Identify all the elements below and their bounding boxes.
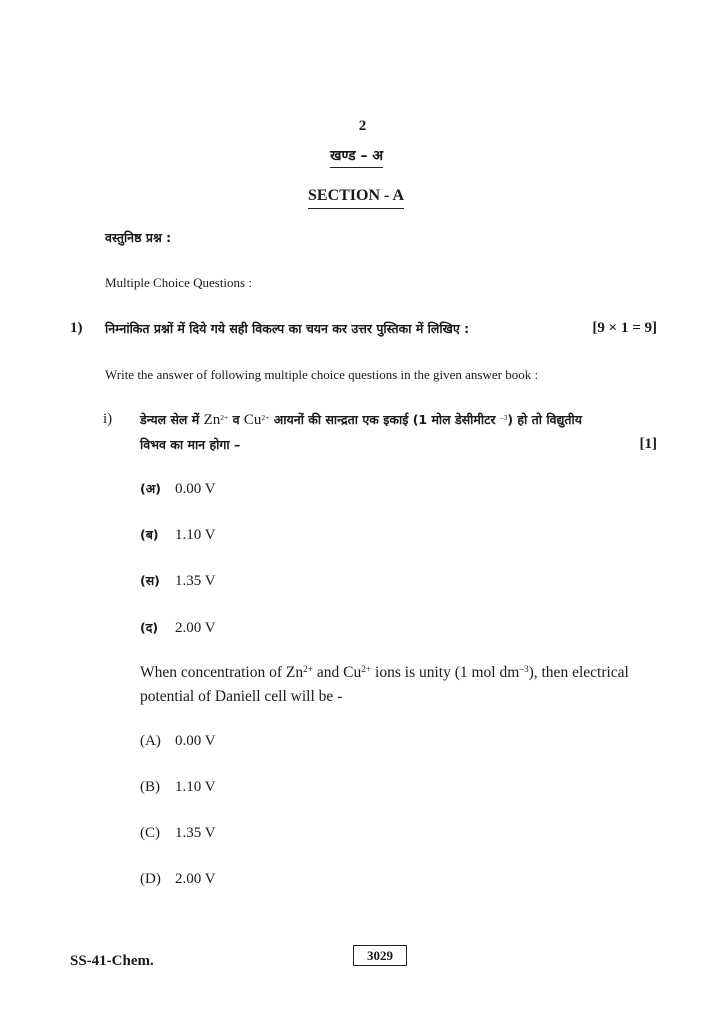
subquestion-line2-english: potential of Daniell cell will be - <box>140 688 343 705</box>
option-english-b: (B) 1.10 V <box>140 779 216 795</box>
option-hindi-c: (स) 1.35 V <box>140 573 216 589</box>
option-hindi-a: (अ) 0.00 V <box>140 481 216 497</box>
option-english-c: (C) 1.35 V <box>140 825 216 841</box>
paper-code: SS-41-Chem. <box>70 953 154 969</box>
objective-heading-english: Multiple Choice Questions : <box>105 275 252 290</box>
section-title-english: SECTION - A <box>308 187 404 209</box>
subquestion-line1-english: When concentration of $Zn^{2+}$ and $Cu^{2+}$ ions is unity (1 mol $dm^{-3}$), then electrical <box>140 664 629 681</box>
objective-heading-hindi: वस्तुनिष्ठ प्रश्न : <box>105 230 172 245</box>
question-instruction-hindi: निम्नांकित प्रश्नों में दिये गये सही विकल्प का चयन कर उत्तर पुस्तिका में लिखिए : <box>105 321 470 336</box>
option-hindi-d: (द) 2.00 V <box>140 620 216 636</box>
page-box-number: 3029 <box>353 945 407 966</box>
option-english-d: (D) 2.00 V <box>140 871 216 887</box>
section-title-hindi: खण्ड – अ <box>330 146 383 168</box>
option-hindi-b: (ब) 1.10 V <box>140 527 216 543</box>
option-english-a: (A) 0.00 V <box>140 733 216 749</box>
subquestion-line1-hindi: डेन्यल सेल में $Zn^{2+}$ व $Cu^{2+}$ आयनों की सान्द्रता एक इकाई (1 मोल डेसीमीटर $^{-3}$) हो तो विद्युतीय <box>140 412 583 428</box>
page-number: 2 <box>358 118 367 134</box>
question-number: 1) <box>70 320 83 336</box>
question-instruction-english: Write the answer of following multiple choice questions in the given answer book : <box>105 367 539 382</box>
question-marks: [9 × 1 = 9] <box>592 320 657 336</box>
subquestion-marks: [1] <box>639 436 657 452</box>
subquestion-number: i) <box>103 411 113 427</box>
subquestion-line2-hindi: विभव का मान होगा – <box>140 437 241 452</box>
